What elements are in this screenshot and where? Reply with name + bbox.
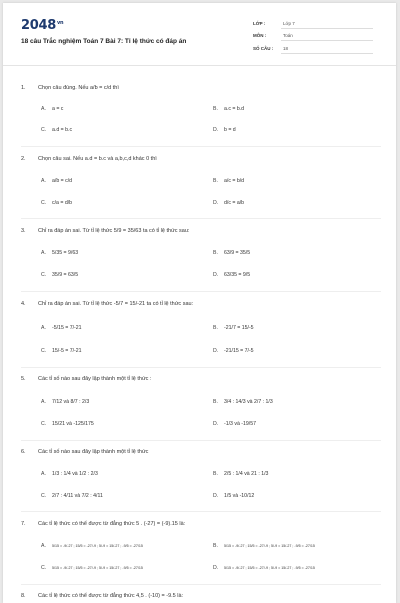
question-body: Các tỉ lệ thức có thể được từ đẳng thức 5 . (-27) = (-9).15 là: <box>38 521 186 527</box>
question-text <box>21 228 386 234</box>
option-b[interactable] <box>213 399 273 405</box>
divider <box>281 40 373 41</box>
option-letter: B. <box>213 250 218 256</box>
option-text: a = c <box>52 106 64 112</box>
option-b[interactable] <box>213 325 254 331</box>
question-1 <box>21 85 386 91</box>
question-2 <box>21 156 386 162</box>
option-text: 5/15 = -9/-27 ; 15/5 = -27/-9 ; 5/-9 = 15/-27 ; -9/5 = -27/15 <box>52 566 143 570</box>
option-letter: B. <box>213 178 218 184</box>
question-body: Chọn câu đúng. Nếu a/b = c/d thì <box>38 85 119 91</box>
option-letter: B. <box>213 325 218 331</box>
question-text <box>21 156 386 162</box>
option-a[interactable] <box>41 325 82 331</box>
question-number: 5. <box>21 376 26 382</box>
question-text <box>21 85 386 91</box>
question-number: 7. <box>21 521 26 527</box>
option-text: 7/12 và 8/7 : 2/3 <box>52 399 90 405</box>
option-a[interactable] <box>41 471 98 477</box>
question-text <box>21 521 386 527</box>
option-letter: D. <box>213 565 219 571</box>
option-letter: D. <box>213 348 219 354</box>
option-d[interactable] <box>213 272 250 278</box>
option-c[interactable] <box>41 200 72 206</box>
divider <box>281 53 373 54</box>
option-letter: D. <box>213 200 219 206</box>
question-number: 6. <box>21 449 26 455</box>
option-d[interactable] <box>213 421 256 427</box>
logo-suffix: vn <box>56 19 64 26</box>
option-a[interactable] <box>41 543 143 549</box>
option-letter: B. <box>213 106 218 112</box>
option-letter: C. <box>41 493 47 499</box>
question-number: 8. <box>21 593 26 599</box>
question-text <box>21 376 386 382</box>
option-text: 63/9 = 35/5 <box>224 250 251 256</box>
divider <box>21 584 381 585</box>
question-text <box>21 593 386 599</box>
question-body: Các tỉ số nào sau đây lập thành một tỉ lệ thức <box>38 449 149 455</box>
question-body: Chỉ ra đáp án sai. Từ tỉ lệ thức -5/7 = 15/-21 ta có tỉ lệ thức sau: <box>38 301 194 307</box>
option-text: 5/15 = -9/-27 ; 15/5 = -27/-9 ; 5/-9 = 15/-27 ; -9/5 = -27/15 <box>52 544 143 548</box>
option-text: 63/35 = 9/5 <box>224 272 251 278</box>
option-letter: A. <box>41 325 46 331</box>
count-label: SỐ CÂU : <box>253 46 274 51</box>
option-letter: A. <box>41 543 46 549</box>
option-a[interactable] <box>41 399 89 405</box>
question-text <box>21 449 386 455</box>
option-letter: B. <box>213 471 218 477</box>
divider <box>21 218 381 219</box>
option-d[interactable] <box>213 200 244 206</box>
option-letter: D. <box>213 272 219 278</box>
logo-text: 2048 <box>21 18 56 33</box>
question-4 <box>21 301 386 307</box>
question-number: 1. <box>21 85 26 91</box>
option-text: 5/15 = -9/-27 ; 15/5 = -27/-9 ; 5/-9 = 15/-27 ; -9/5 = -27/15 <box>224 544 315 548</box>
option-letter: A. <box>41 250 46 256</box>
question-7 <box>21 521 386 527</box>
option-b[interactable] <box>213 471 268 477</box>
question-body: Các tỉ số nào sau đây lập thành một tỉ lệ thức : <box>38 376 152 382</box>
subject-value: Toán <box>283 33 293 38</box>
option-letter: C. <box>41 421 47 427</box>
option-b[interactable] <box>213 178 244 184</box>
option-a[interactable] <box>41 106 63 112</box>
option-text: 15/21 và -125/175 <box>52 421 94 427</box>
class-label: LỚP : <box>253 21 266 26</box>
option-letter: B. <box>213 399 218 405</box>
option-d[interactable] <box>213 493 254 499</box>
option-text: -21/7 = 15/-5 <box>224 325 254 331</box>
option-letter: A. <box>41 399 46 405</box>
option-text: a.c = b.d <box>224 106 245 112</box>
option-d[interactable] <box>213 348 254 354</box>
question-number: 4. <box>21 301 26 307</box>
option-text: 3/4 : 14/3 và 2/7 : 1/3 <box>224 399 273 405</box>
question-8 <box>21 593 386 599</box>
option-letter: C. <box>41 200 47 206</box>
divider <box>21 291 381 292</box>
option-d[interactable] <box>213 565 315 571</box>
option-letter: A. <box>41 178 46 184</box>
option-a[interactable] <box>41 178 72 184</box>
option-text: a/c = b/d <box>224 178 245 184</box>
page-title: 18 câu Trắc nghiệm Toán 7 Bài 7: Tỉ lệ thức có đáp án <box>21 38 187 45</box>
option-letter: C. <box>41 127 47 133</box>
option-letter: D. <box>213 421 219 427</box>
option-c[interactable] <box>41 421 94 427</box>
option-b[interactable] <box>213 543 315 549</box>
document-page <box>3 3 396 603</box>
option-c[interactable] <box>41 565 143 571</box>
class-value: Lớp 7 <box>283 21 295 26</box>
question-body: Các tỉ lệ thức có thể được từ đẳng thức 4,5 . (-10) = -9.5 là: <box>38 593 184 599</box>
question-3 <box>21 228 386 234</box>
option-text: 1/3 : 1/4 và 1/2 : 2/3 <box>52 471 98 477</box>
option-d[interactable] <box>213 127 236 133</box>
option-c[interactable] <box>41 348 82 354</box>
option-letter: A. <box>41 471 46 477</box>
option-letter: A. <box>41 106 46 112</box>
option-text: -1/3 và -19/57 <box>224 421 257 427</box>
option-text: 35/9 = 63/5 <box>52 272 79 278</box>
subject-label: MÔN : <box>253 33 267 38</box>
option-text: 2/7 : 4/11 và 7/2 : 4/11 <box>52 493 103 499</box>
option-text: b = d <box>224 127 236 133</box>
option-text: 5/15 = -9/-27 ; 15/5 = -27/-9 ; 5/-9 = 15/-27 ; -9/5 = -27/15 <box>224 566 315 570</box>
divider <box>21 146 381 147</box>
option-text: -5/15 = 7/-21 <box>52 325 82 331</box>
divider <box>281 28 373 29</box>
option-text: 15/-5 = 7/-21 <box>52 348 82 354</box>
question-number: 3. <box>21 228 26 234</box>
option-text: 5/35 = 9/63 <box>52 250 79 256</box>
question-body: Chọn câu sai. Nếu a.d = b.c và a,b,c,d khác 0 thì <box>38 156 157 162</box>
divider <box>21 440 381 441</box>
option-text: -21/15 = 7/-5 <box>224 348 254 354</box>
option-text: 2/5 : 1/4 và 21 : 1/3 <box>224 471 269 477</box>
option-b[interactable] <box>213 106 244 112</box>
option-c[interactable] <box>41 493 103 499</box>
option-text: a.d = b.c <box>52 127 73 133</box>
option-letter: D. <box>213 493 219 499</box>
count-value: 18 <box>283 46 289 51</box>
option-text: d/c = a/b <box>224 200 245 206</box>
question-number: 2. <box>21 156 26 162</box>
site-logo[interactable] <box>21 18 63 33</box>
question-5 <box>21 376 386 382</box>
option-letter: B. <box>213 543 218 549</box>
question-6 <box>21 449 386 455</box>
divider <box>21 367 381 368</box>
option-text: 1/5 và -10/12 <box>224 493 255 499</box>
option-letter: C. <box>41 272 47 278</box>
option-letter: C. <box>41 348 47 354</box>
question-text <box>21 301 386 307</box>
option-b[interactable] <box>213 250 250 256</box>
question-body: Chỉ ra đáp án sai. Từ tỉ lệ thức 5/9 = 35/63 ta có tỉ lệ thức sau: <box>38 228 190 234</box>
option-text: a/b = c/d <box>52 178 73 184</box>
option-c[interactable] <box>41 127 72 133</box>
divider <box>21 511 381 512</box>
option-letter: D. <box>213 127 219 133</box>
option-text: c/a = d/b <box>52 200 73 206</box>
option-a[interactable] <box>41 250 78 256</box>
option-letter: C. <box>41 565 47 571</box>
option-c[interactable] <box>41 272 78 278</box>
page-header <box>3 3 396 66</box>
